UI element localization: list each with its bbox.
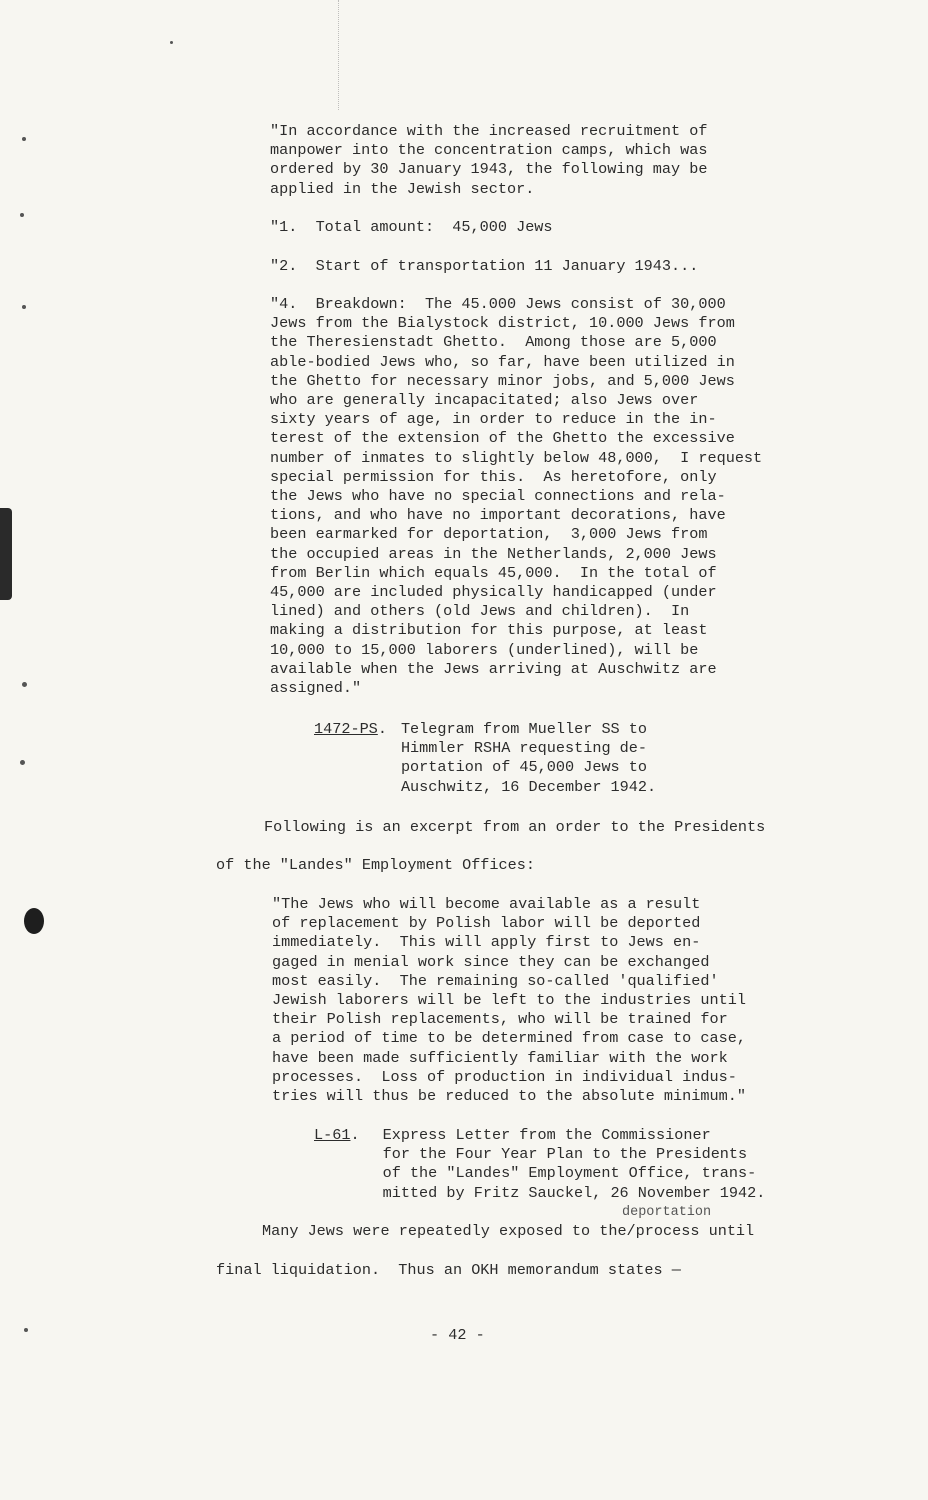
intro-line-1: Following is an excerpt from an order to the Presidents (264, 818, 766, 836)
reference-description: Express Letter from the Commissioner for the Four Year Plan to the Presidents of the "Landes" Employment Office, trans- mitted by Fritz Sauckel, 26 November 1942. (382, 1126, 766, 1202)
page-number: - 42 - (430, 1326, 485, 1344)
item-start-transportation: "2. Start of transportation 11 January 1943... (270, 257, 699, 275)
quote-replacement: "The Jews who will become available as a result of replacement by Polish labor will be deported immediately. This will apply first to Jews en- gaged in menial work since they can be exchanged most easily. The remaining so-called 'qualified' Jewish laborers will be left to the industries until their Polish replacements, who will be trained for a period of time to be determined from case to case, have been made sufficiently familiar with the work processes. Loss of production in individual indus- tries will thus be reduced to the absolute minimum." (272, 895, 746, 1106)
closing-line-1: Many Jews were repeatedly exposed to the/process until (262, 1222, 755, 1240)
margin-speck (20, 760, 25, 765)
reference-l-61 (314, 1126, 765, 1203)
fold-mark (338, 0, 353, 110)
quote-recruitment: "In accordance with the increased recruitment of manpower into the concentration camps, which was ordered by 30 January 1943, the following may be applied in the Jewish sector. (270, 122, 708, 198)
reference-id-underlined: 1472-PS (314, 720, 378, 738)
margin-speck (20, 213, 24, 217)
margin-speck (22, 682, 27, 687)
margin-speck (170, 41, 173, 44)
margin-speck (24, 1328, 28, 1332)
reference-id (314, 1126, 360, 1203)
closing-line-2: final liquidation. Thus an OKH memorandum states — (216, 1261, 681, 1279)
item-total-amount: "1. Total amount: 45,000 Jews (270, 218, 553, 236)
reference-id-suffix: . (377, 720, 387, 738)
item-breakdown: "4. Breakdown: The 45.000 Jews consist of 30,000 Jews from the Bialystock district, 10.000 Jews from the Theresienstadt Ghetto. Among those are 5,000 able-bodied Jews who, so far, have been utilized in the Ghetto for necessary minor jobs, and 5,000 Jews who are generally incapacitated; also Jews over sixty years of age, in order to reduce in the in- terest of the extension of the Ghetto the excessive number of inmates to slightly below 48,000, I request special permission for this. As heretofore, only the Jews who have no special connections and rela- tions, and who have no important decorations, have been earmarked for deportation, 3,000 Jews from the occupied areas in the Netherlands, 2,000 Jews from Berlin which equals 45,000. In the total of 45,000 are included physically handicapped (under lined) and others (old Jews and children). In making a distribution for this purpose, at least 10,000 to 15,000 laborers (underlined), will be available when the Jews arriving at Auschwitz are assigned." (270, 295, 763, 698)
intro-line-2: of the "Landes" Employment Offices: (216, 856, 535, 874)
reference-id-suffix: . (350, 1126, 360, 1144)
reference-id-underlined: L-61 (314, 1126, 351, 1144)
reference-1472-ps (314, 720, 656, 797)
handwritten-insertion: deportation (622, 1205, 712, 1220)
binding-mark (0, 508, 12, 600)
reference-id (314, 720, 387, 797)
punch-hole (24, 908, 44, 934)
reference-description: Telegram from Mueller SS to Himmler RSHA requesting de- portation of 45,000 Jews to Auschwitz, 16 December 1942. (400, 720, 657, 796)
margin-speck (22, 137, 26, 141)
margin-speck (22, 305, 26, 309)
